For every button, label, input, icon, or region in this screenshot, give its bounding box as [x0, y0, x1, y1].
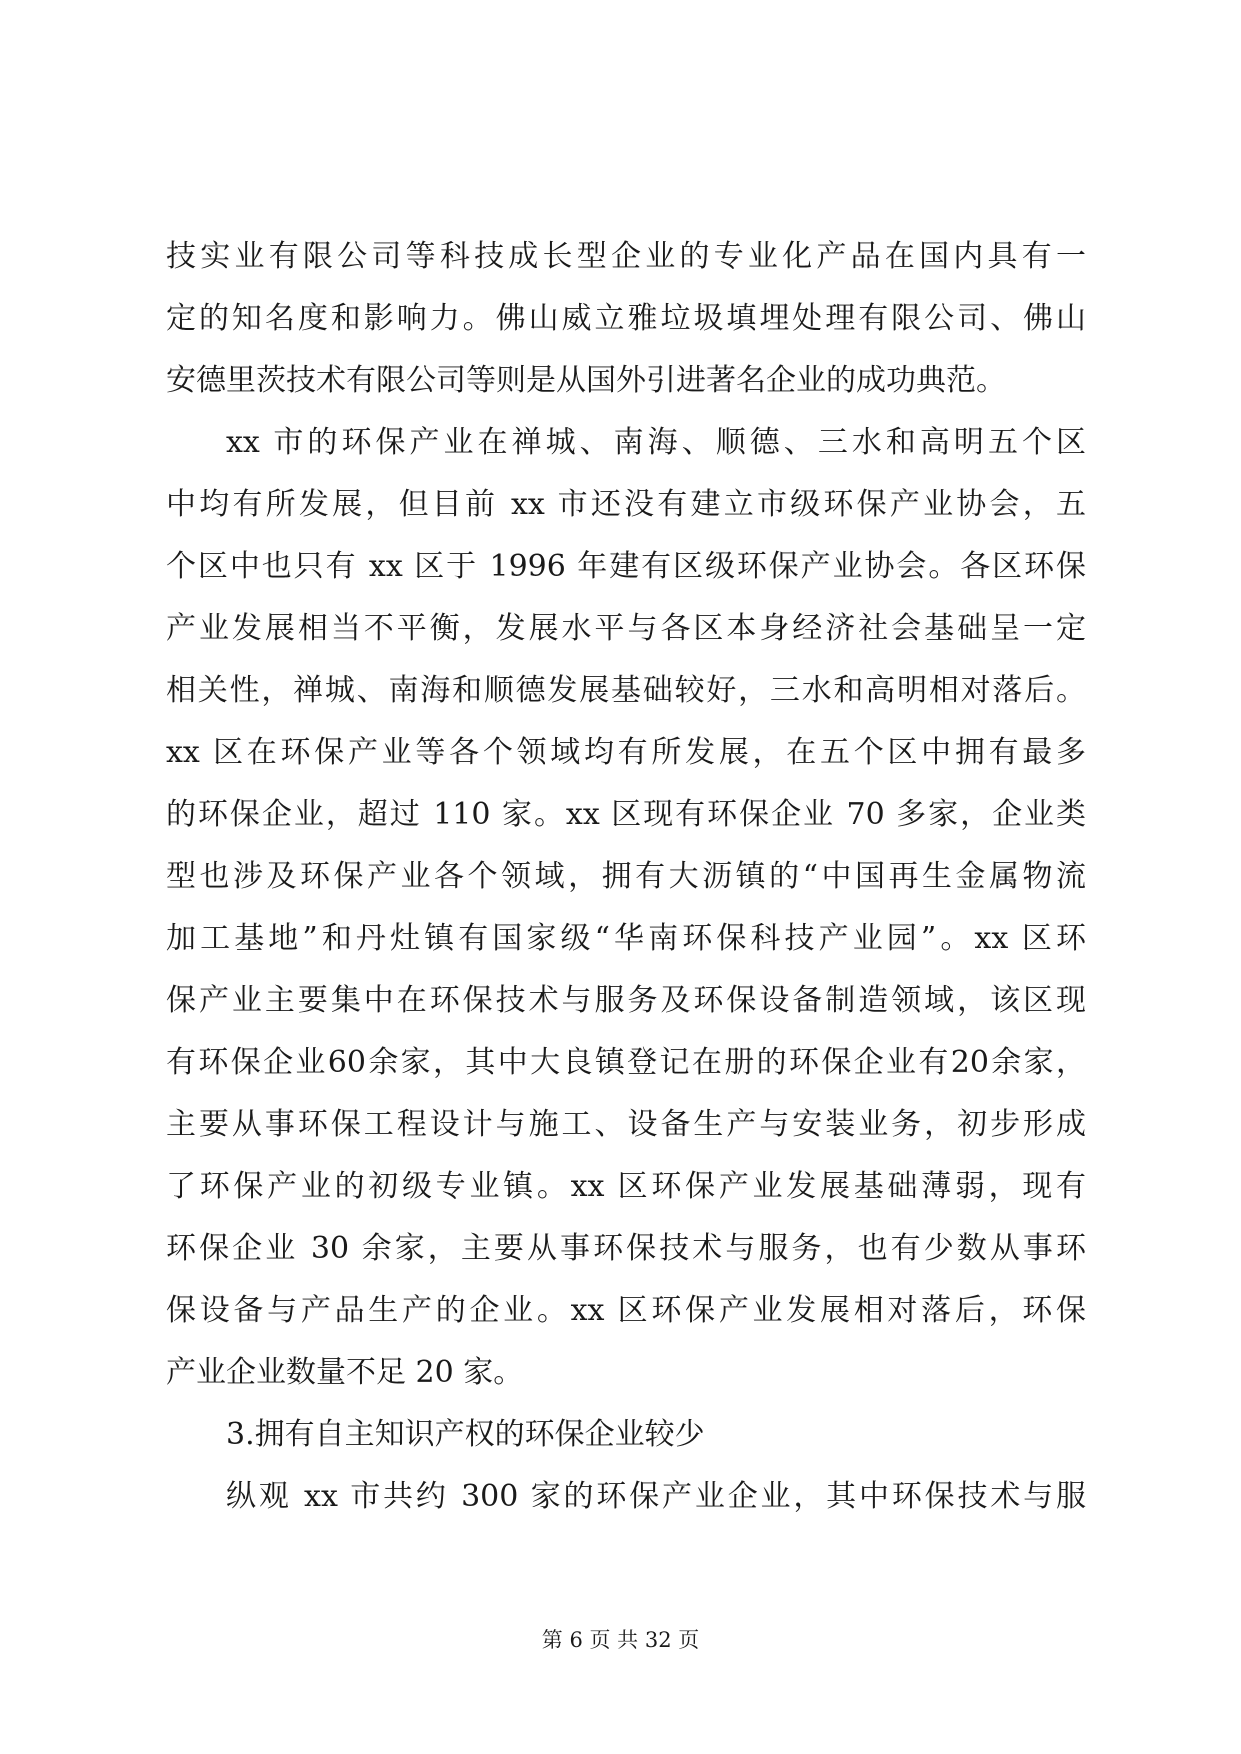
text-line: 产业企业数量不足 20 家。 [166, 1355, 524, 1390]
text-line: 安德里茨技术有限公司等则是从国外引进著名企业的成功典范。 [166, 363, 1006, 398]
text-line: 了环保产业的初级专业镇。xx 区环保产业发展基础薄弱，现有 [166, 1169, 1086, 1204]
text-line: 保设备与产品生产的企业。xx 区环保产业发展相对落后，环保 [166, 1293, 1086, 1328]
text-line: 中均有所发展，但目前 xx 市还没有建立市级环保产业协会，五 [166, 487, 1086, 522]
text-line: 环保企业 30 余家，主要从事环保技术与服务，也有少数从事环 [166, 1231, 1086, 1266]
text-line: 加工基地”和丹灶镇有国家级“华南环保科技产业园”。xx 区环 [166, 921, 1086, 956]
text-line: 主要从事环保工程设计与施工、设备生产与安装业务，初步形成 [166, 1107, 1086, 1142]
text-line: 有环保企业60余家，其中大良镇登记在册的环保企业有20余家， [166, 1045, 1086, 1080]
text-line: 纵观 xx 市共约 300 家的环保产业企业，其中环保技术与服 [226, 1479, 1086, 1514]
text-line: 保产业主要集中在环保技术与服务及环保设备制造领域，该区现 [166, 983, 1086, 1018]
text-line: 相关性，禅城、南海和顺德发展基础较好，三水和高明相对落后。 [166, 673, 1086, 708]
page-footer: 第 6 页 共 32 页 [541, 1628, 700, 1652]
text-line: 产业发展相当不平衡，发展水平与各区本身经济社会基础呈一定 [166, 611, 1086, 646]
body-text [166, 226, 1086, 1528]
text-line: xx 区在环保产业等各个领域均有所发展，在五个区中拥有最多 [166, 735, 1086, 770]
text-line: xx 市的环保产业在禅城、南海、顺德、三水和高明五个区 [226, 425, 1086, 460]
text-line: 的环保企业，超过 110 家。xx 区现有环保企业 70 多家，企业类 [166, 797, 1086, 832]
text-line: 型也涉及环保产业各个领域，拥有大沥镇的“中国再生金属物流 [166, 859, 1086, 894]
text-line: 定的知名度和影响力。佛山威立雅垃圾填埋处理有限公司、佛山 [166, 301, 1086, 336]
text-line: 个区中也只有 xx 区于 1996 年建有区级环保产业协会。各区环保 [166, 549, 1086, 584]
text-line: 技实业有限公司等科技成长型企业的专业化产品在国内具有一 [166, 239, 1086, 274]
text-line: 3.拥有自主知识产权的环保企业较少 [226, 1417, 705, 1452]
